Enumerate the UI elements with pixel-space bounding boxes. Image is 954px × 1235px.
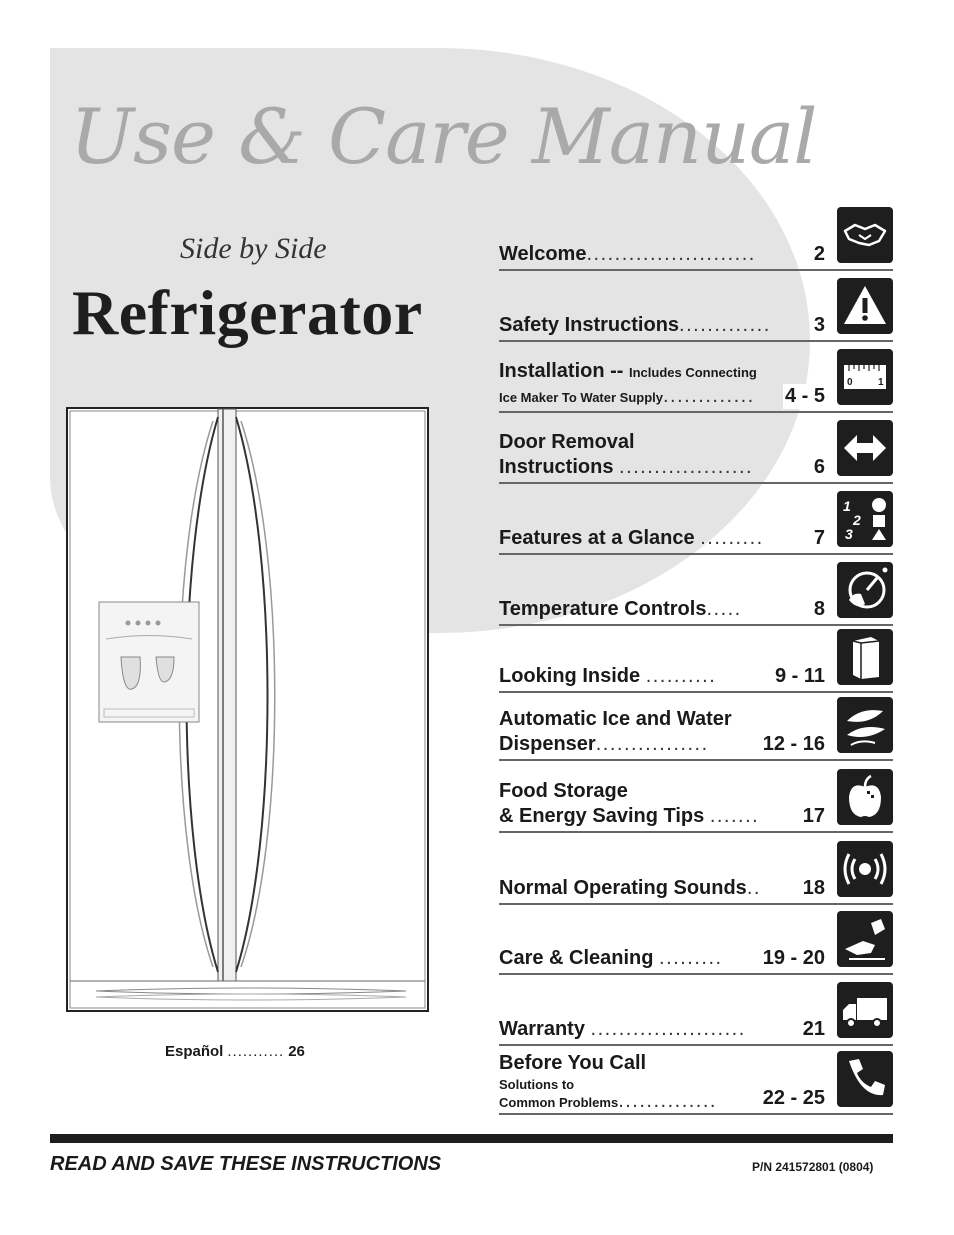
toc-label-line2: Dispenser [499,733,596,755]
toc-subnote: Ice Maker To Water Supply [499,390,663,405]
dial-hand-icon [837,562,893,618]
toc-subnote-line2: Common Problems [499,1095,619,1110]
toc-page: 12 - 16 [762,733,825,755]
toc-label: Before You Call [499,1052,647,1074]
toc-page: 8 [813,598,825,620]
toc-label-line2: & Energy Saving Tips [499,805,705,827]
toc-dots: ...................... [590,1018,746,1040]
part-number: P/N 241572801 (0804) [752,1160,874,1174]
toc-dots: ......... [659,947,723,969]
product-name: Refrigerator [72,277,423,348]
toc-item-safety [499,277,893,342]
svg-text:2: 2 [853,512,861,528]
leaves-icon [837,697,893,753]
fridge-box-icon [837,629,893,685]
toc-dots: ......... [700,527,764,549]
toc-item-looking-inside [499,631,893,693]
toc-page: 6 [813,456,825,478]
toc-label: Food Storage [499,780,628,802]
espanol-dots: ........... [227,1043,285,1060]
toc-dots: .............. [618,1093,717,1111]
toc-item-care-cleaning [499,910,893,975]
svg-text:3: 3 [845,526,853,542]
toc-label: Automatic Ice and Water [499,708,732,730]
toc-inline-note: Includes Connecting [629,365,757,380]
toc-label: Temperature Controls [499,598,707,620]
toc-dots: .. [746,877,761,899]
toc-item-dispenser [499,699,893,761]
svg-text:1: 1 [878,377,884,388]
page-title: Use & Care Manual [70,92,817,181]
toc-label: Warranty [499,1018,585,1040]
toc-label: Welcome [499,243,587,265]
refrigerator-illustration [66,407,429,1012]
toc-dots: ....... [709,805,760,827]
toc-dots: ..... [706,598,742,620]
espanol-page: 26 [288,1043,305,1060]
toc-item-features [499,490,893,555]
espanol-label: Español [165,1043,224,1060]
warning-icon [837,278,893,334]
footer-instructions: READ AND SAVE THESE INSTRUCTIONS [50,1153,442,1175]
toc-dots: .......... [645,665,717,687]
toc-page: 9 - 11 [774,665,825,687]
handshake-icon [837,207,893,263]
svg-text:0: 0 [847,377,853,388]
ruler-icon [837,349,893,405]
sound-waves-icon [837,841,893,897]
toc-dots: ............. [663,385,755,407]
toc-label: Safety Instructions [499,314,680,336]
apple-icon [837,769,893,825]
toc-item-warranty [499,981,893,1046]
shapes-123-icon [837,491,893,547]
toc-dots: ............. [679,314,771,336]
toc-label: Door Removal [499,431,635,453]
toc-label: Installation -- [499,360,629,382]
svg-text:1: 1 [843,498,851,514]
toc-item-temperature [499,561,893,626]
toc-label: Normal Operating Sounds [499,877,747,899]
toc-item-sounds [499,840,893,905]
toc-page: 21 [802,1018,825,1040]
toc-dots: ................ [595,733,709,755]
toc-page: 4 - 5 [784,385,825,407]
toc-page: 18 [802,877,825,899]
toc-item-food-storage [499,768,893,833]
toc-item-door-removal [499,419,893,484]
double-arrow-icon [837,420,893,476]
toc-dots: ........................ [586,243,756,265]
toc-subnote: Solutions to [499,1077,575,1092]
page-subtitle: Side by Side [180,232,327,265]
toc-label: Features at a Glance [499,527,695,549]
toc-page: 17 [802,805,825,827]
espanol-toc-entry [165,1043,305,1060]
toc-label: Care & Cleaning [499,947,654,969]
toc-dots: ................... [619,456,754,478]
cleaning-hand-icon [837,911,893,967]
toc-page: 3 [813,314,825,336]
toc-page: 7 [813,527,825,549]
toc-page: 22 - 25 [762,1087,825,1109]
phone-icon [837,1051,893,1107]
toc-label-line2: Instructions [499,456,614,478]
toc-page: 2 [813,243,825,265]
toc-item-welcome [499,206,893,271]
service-truck-icon [837,982,893,1038]
toc-item-installation [499,348,893,413]
toc-page: 19 - 20 [762,947,825,969]
toc-label: Looking Inside [499,665,641,687]
toc-item-before-you-call [499,1050,893,1115]
footer-divider [50,1134,893,1143]
